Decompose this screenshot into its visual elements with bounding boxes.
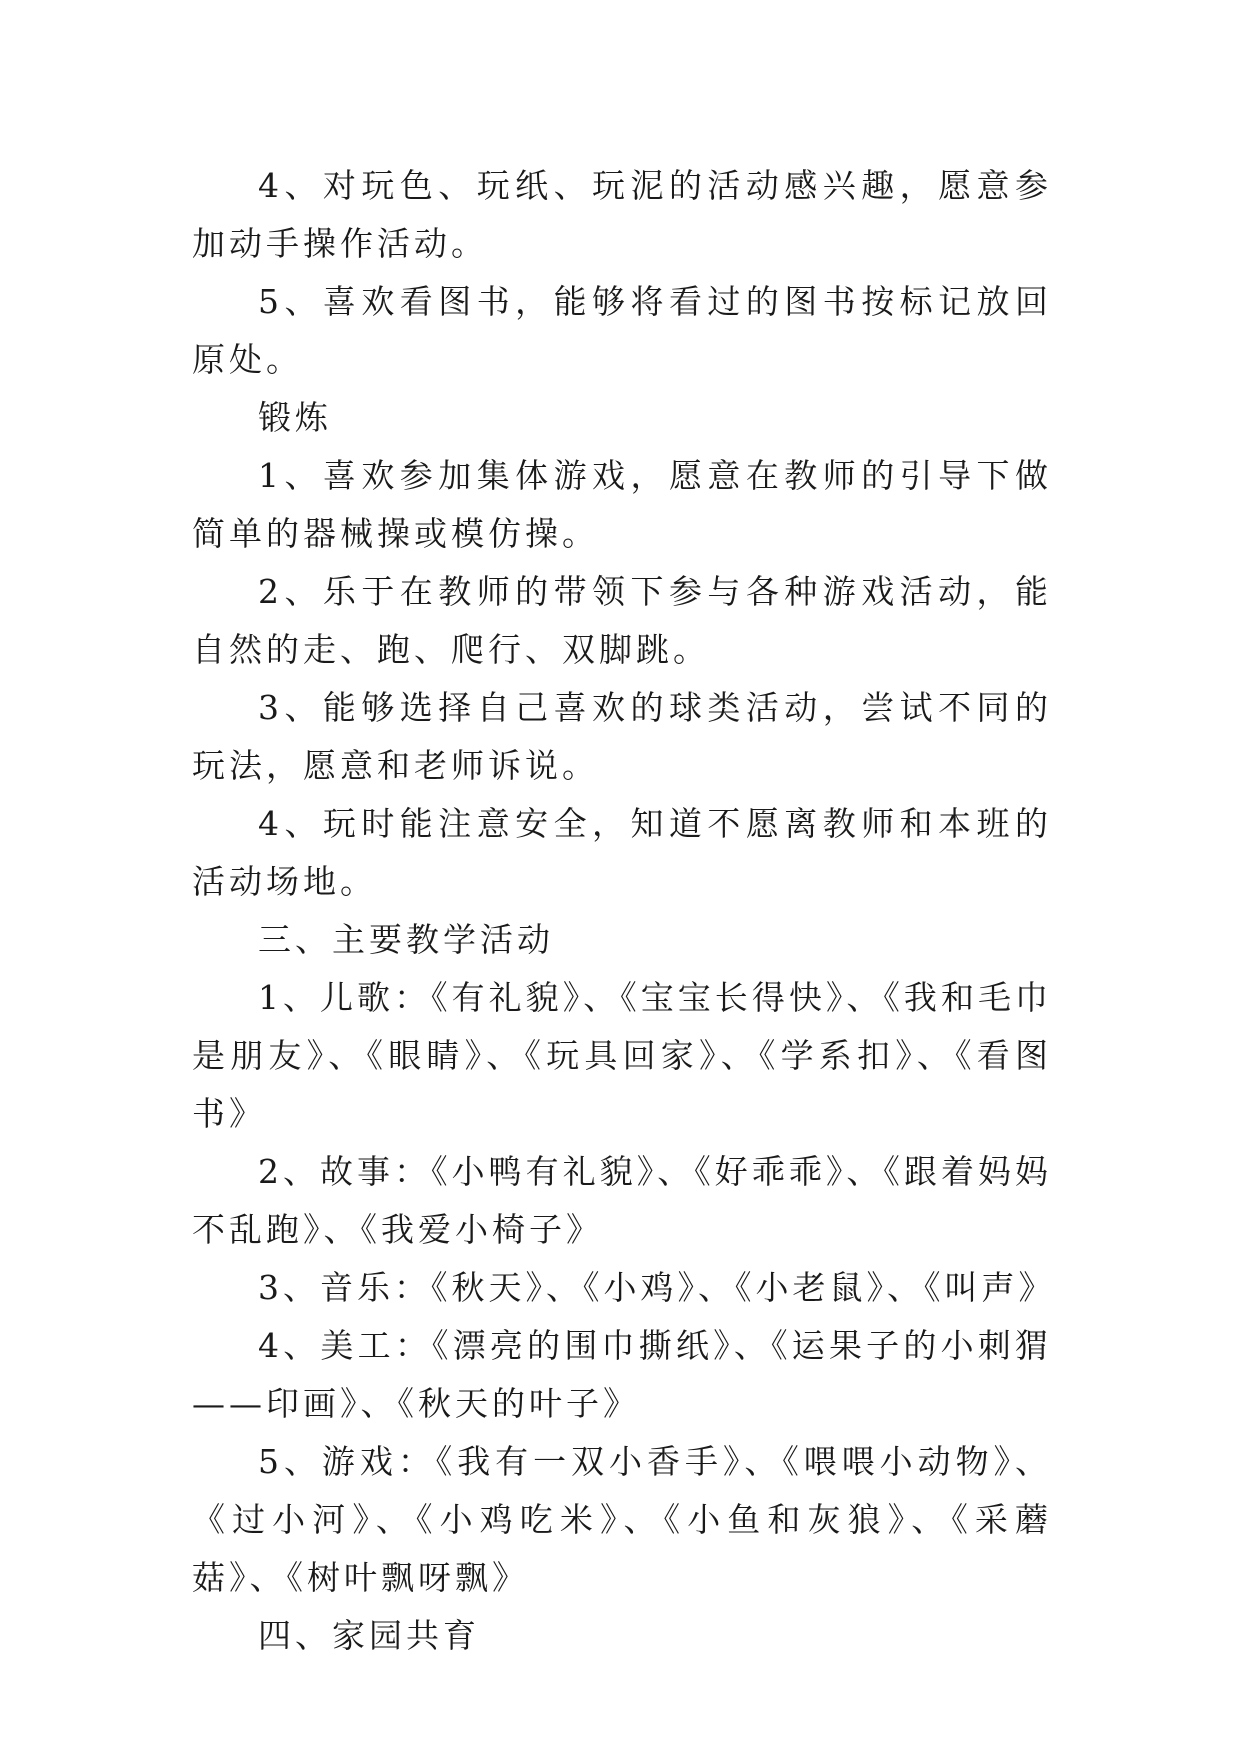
paragraph-activity-rhymes: 1、儿歌：《有礼貌》、《宝宝长得快》、《我和毛巾是朋友》、《眼睛》、《玩具回家》、《学系扣》、《看图书》 bbox=[192, 978, 1052, 1133]
section-heading-home-school: 四、家园共育 bbox=[258, 1616, 480, 1655]
paragraph-activity-games: 5、游戏：《我有一双小香手》、《喂喂小动物》、《过小河》、《小鸡吃米》、《小鱼和灰狼》、《采蘑菇》、《树叶飘呀飘》 bbox=[192, 1442, 1052, 1597]
paragraph-exercise-3: 3、能够选择自己喜欢的球类活动，尝试不同的玩法，愿意和老师诉说。 bbox=[192, 688, 1052, 785]
section-heading-exercise: 锻炼 bbox=[258, 398, 332, 437]
document-body bbox=[192, 157, 1056, 1665]
paragraph-activity-art: 4、美工：《漂亮的围巾撕纸》、《运果子的小刺猬——印画》、《秋天的叶子》 bbox=[192, 1326, 1052, 1423]
paragraph-activity-music: 3、音乐：《秋天》、《小鸡》、《小老鼠》、《叫声》 bbox=[258, 1268, 1056, 1307]
paragraph-exercise-2: 2、乐于在教师的带领下参与各种游戏活动，能自然的走、跑、爬行、双脚跳。 bbox=[192, 572, 1052, 669]
section-heading-main-activities: 三、主要教学活动 bbox=[258, 920, 554, 959]
paragraph-activity-stories: 2、故事：《小鸭有礼貌》、《好乖乖》、《跟着妈妈不乱跑》、《我爱小椅子》 bbox=[192, 1152, 1052, 1249]
paragraph-exercise-4: 4、玩时能注意安全，知道不愿离教师和本班的活动场地。 bbox=[192, 804, 1052, 901]
paragraph-goal-5-books: 5、喜欢看图书，能够将看过的图书按标记放回原处。 bbox=[192, 282, 1052, 379]
paragraph-exercise-1: 1、喜欢参加集体游戏，愿意在教师的引导下做简单的器械操或模仿操。 bbox=[192, 456, 1052, 553]
paragraph-goal-4-art: 4、对玩色、玩纸、玩泥的活动感兴趣，愿意参加动手操作活动。 bbox=[192, 166, 1052, 263]
